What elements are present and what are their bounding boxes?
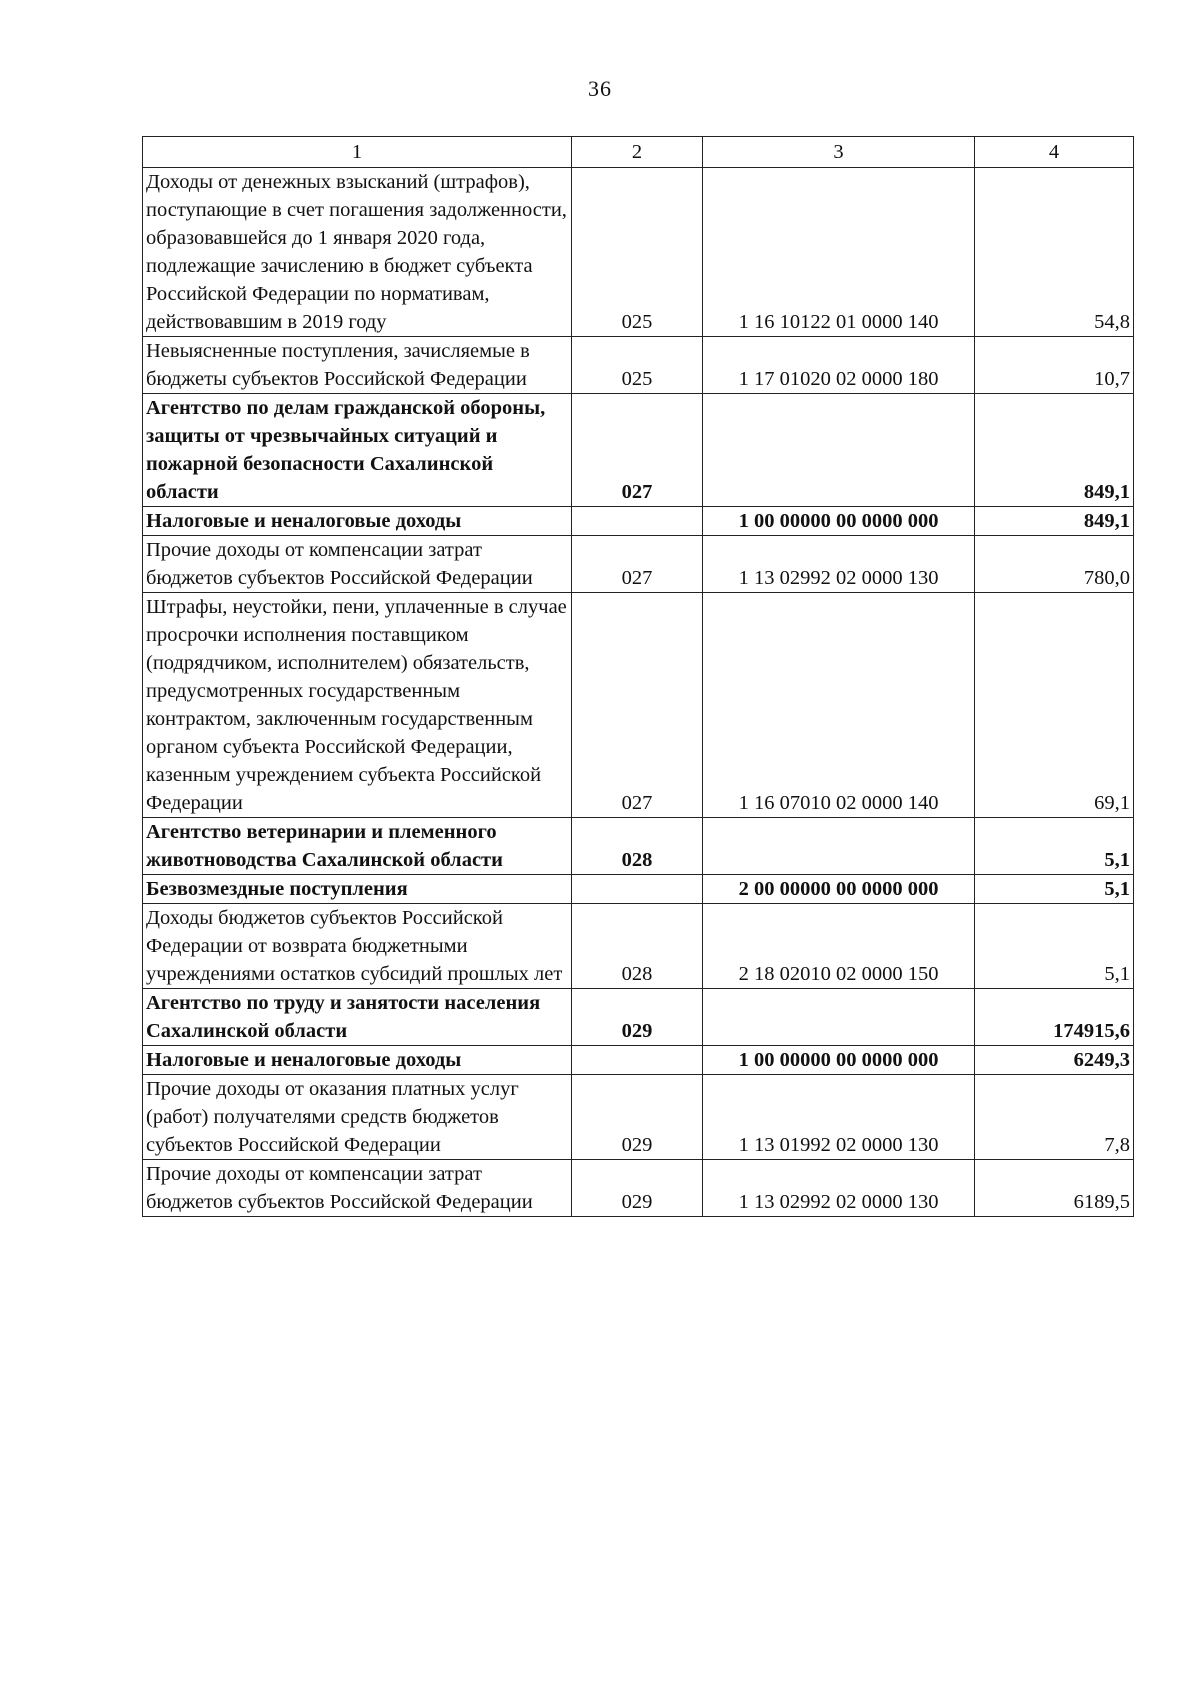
table-row: [143, 593, 1134, 818]
amount-cell: 849,1: [975, 507, 1134, 536]
revenue-table: [142, 136, 1134, 1217]
table-row: [143, 818, 1134, 875]
table-row: [143, 394, 1134, 507]
revenue-code-cell: 1 16 10122 01 0000 140: [703, 168, 975, 337]
amount-cell: 10,7: [975, 337, 1134, 394]
revenue-code-cell: 2 18 02010 02 0000 150: [703, 904, 975, 989]
table-row: [143, 1160, 1134, 1217]
table-row: [143, 989, 1134, 1046]
name-cell: Прочие доходы от оказания платных услуг (работ) получателями средств бюджетов субъектов Российской Федерации: [143, 1075, 572, 1160]
revenue-code-cell: 1 13 02992 02 0000 130: [703, 536, 975, 593]
amount-cell: 69,1: [975, 593, 1134, 818]
amount-cell: 7,8: [975, 1075, 1134, 1160]
table-row: [143, 507, 1134, 536]
column-header-4: 4: [975, 137, 1134, 168]
amount-cell: 6189,5: [975, 1160, 1134, 1217]
admin-code-cell: 028: [572, 904, 703, 989]
column-header-2: 2: [572, 137, 703, 168]
revenue-code-cell: [703, 989, 975, 1046]
admin-code-cell: 029: [572, 989, 703, 1046]
table-row: [143, 1075, 1134, 1160]
admin-code-cell: 029: [572, 1160, 703, 1217]
revenue-code-cell: 1 17 01020 02 0000 180: [703, 337, 975, 394]
revenue-code-cell: [703, 818, 975, 875]
name-cell: Агентство ветеринарии и племенного животноводства Сахалинской области: [143, 818, 572, 875]
admin-code-cell: [572, 507, 703, 536]
name-cell: Агентство по труду и занятости населения Сахалинской области: [143, 989, 572, 1046]
amount-cell: 5,1: [975, 818, 1134, 875]
column-header-3: 3: [703, 137, 975, 168]
amount-cell: 849,1: [975, 394, 1134, 507]
table-header: [143, 137, 1134, 168]
revenue-code-cell: 2 00 00000 00 0000 000: [703, 875, 975, 904]
name-cell: Штрафы, неустойки, пени, уплаченные в случае просрочки исполнения поставщиком (подрядчиком, исполнителем) обязательств, предусмотренных государственным контрактом, заключенным государственным органом субъекта Российской Федерации, казенным учреждением субъекта Российской Федерации: [143, 593, 572, 818]
amount-cell: 5,1: [975, 904, 1134, 989]
page-number: 36: [588, 76, 612, 101]
revenue-code-cell: 1 13 01992 02 0000 130: [703, 1075, 975, 1160]
table-body: [143, 168, 1134, 1217]
admin-code-cell: 029: [572, 1075, 703, 1160]
revenue-code-cell: 1 00 00000 00 0000 000: [703, 507, 975, 536]
admin-code-cell: 027: [572, 394, 703, 507]
name-cell: Невыясненные поступления, зачисляемые в бюджеты субъектов Российской Федерации: [143, 337, 572, 394]
table-row: [143, 1046, 1134, 1075]
table-row: [143, 536, 1134, 593]
name-cell: Прочие доходы от компенсации затрат бюджетов субъектов Российской Федерации: [143, 536, 572, 593]
amount-cell: 5,1: [975, 875, 1134, 904]
table-row: [143, 337, 1134, 394]
admin-code-cell: 025: [572, 337, 703, 394]
amount-cell: 174915,6: [975, 989, 1134, 1046]
table-row: [143, 875, 1134, 904]
name-cell: Налоговые и неналоговые доходы: [143, 507, 572, 536]
admin-code-cell: 027: [572, 593, 703, 818]
admin-code-cell: [572, 875, 703, 904]
admin-code-cell: [572, 1046, 703, 1075]
amount-cell: 6249,3: [975, 1046, 1134, 1075]
table-row: [143, 168, 1134, 337]
name-cell: Доходы бюджетов субъектов Российской Федерации от возврата бюджетными учреждениями остатков субсидий прошлых лет: [143, 904, 572, 989]
column-header-1: 1: [143, 137, 572, 168]
revenue-code-cell: [703, 394, 975, 507]
admin-code-cell: 025: [572, 168, 703, 337]
revenue-code-cell: 1 13 02992 02 0000 130: [703, 1160, 975, 1217]
header-row: [143, 137, 1134, 168]
admin-code-cell: 028: [572, 818, 703, 875]
name-cell: Прочие доходы от компенсации затрат бюджетов субъектов Российской Федерации: [143, 1160, 572, 1217]
revenue-code-cell: 1 16 07010 02 0000 140: [703, 593, 975, 818]
revenue-code-cell: 1 00 00000 00 0000 000: [703, 1046, 975, 1075]
amount-cell: 54,8: [975, 168, 1134, 337]
name-cell: Агентство по делам гражданской обороны, защиты от чрезвычайных ситуаций и пожарной безопасности Сахалинской области: [143, 394, 572, 507]
name-cell: Безвозмездные поступления: [143, 875, 572, 904]
admin-code-cell: 027: [572, 536, 703, 593]
amount-cell: 780,0: [975, 536, 1134, 593]
name-cell: Доходы от денежных взысканий (штрафов), поступающие в счет погашения задолженности, образовавшейся до 1 января 2020 года, подлежащие зачислению в бюджет субъекта Российской Федерации по нормативам, действовавшим в 2019 году: [143, 168, 572, 337]
table-row: [143, 904, 1134, 989]
name-cell: Налоговые и неналоговые доходы: [143, 1046, 572, 1075]
